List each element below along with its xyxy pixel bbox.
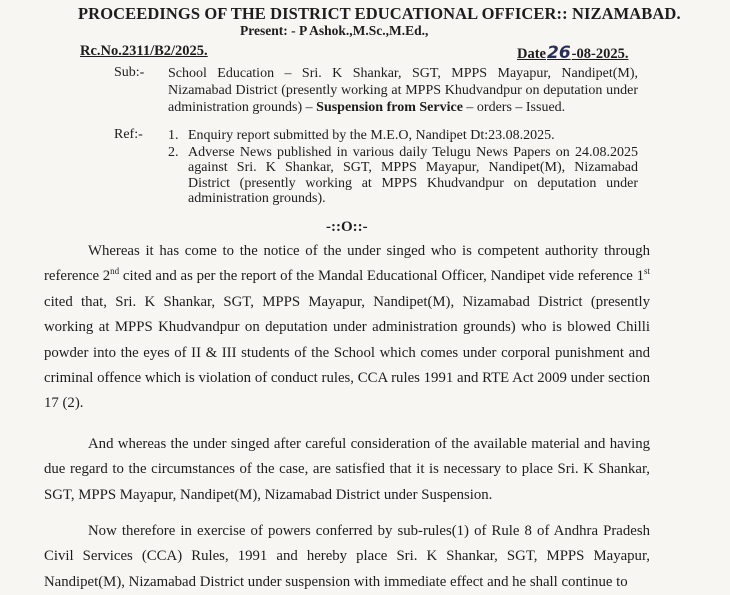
document-date: [517, 43, 628, 63]
reference-text-2: Adverse News published in various daily Telugu News Papers on 24.08.2025 against Sri. K Shankar, SGT, MPPS Mayapur, Nandipet(M), Nizamabad District (presently working at MPPS Khudvandpur on deputation under administration grounds).: [188, 144, 638, 206]
date-day-handwritten: 26: [547, 43, 571, 63]
reference-text-1: Enquiry report submitted by the M.E.O, Nandipet Dt:23.08.2025.: [188, 128, 555, 143]
subject-bold: Suspension from Service: [316, 100, 463, 115]
section-divider: -::O::-: [326, 219, 368, 235]
reference-item: [168, 145, 638, 207]
reference-number-1: 1.: [168, 128, 179, 143]
paragraph-1-part-c: cited that, Sri. K Shankar, SGT, MPPS Mayapur, Nandipet(M), Nizamabad District (presently working at MPPS Khudvandpur on deputation under administration grounds) who is blowed Chilli powder into the eyes of II & III students of the School which comes under corporal punishment and criminal offence which is violation of conduct rules, CCA rules 1991 and RTE Act 2009 under section 17 (2).: [44, 293, 650, 412]
subject-text: [168, 65, 638, 116]
ordinal-superscript: st: [643, 266, 650, 277]
subject-label: Sub:-: [114, 65, 145, 80]
reference-number: Rc.No.2311/B2/2025.: [80, 43, 208, 59]
document-heading: PROCEEDINGS OF THE DISTRICT EDUCATIONAL OFFICER:: NIZAMABAD.: [78, 4, 681, 23]
paragraph-and-whereas: And whereas the under singed after careful consideration of the available material and having due regard to the circumstances of the case, are satisfied that it is necessary to place Sri. K Shankar, SGT, MPPS Mayapur, Nandipet(M), Nizamabad District under Suspension.: [44, 436, 650, 503]
references-list: [168, 128, 638, 208]
subject-tail: – orders – Issued.: [462, 100, 566, 115]
paragraph-1-part-a: Whereas it has come to the notice of the under singed who is competent authority through reference 2: [44, 243, 650, 285]
present-officer: Present: - P Ashok.,M.Sc.,M.Ed.,: [240, 23, 429, 38]
ordinal-superscript: nd: [110, 266, 120, 277]
references-label: Ref:-: [114, 127, 143, 142]
paragraph-whereas: [44, 239, 650, 417]
reference-number-2: 2.: [168, 144, 179, 160]
reference-item: [168, 128, 638, 144]
subject-body: School Education – Sri. K Shankar, SGT, MPPS Mayapur, Nandipet(M), Nizamabad District (presently working at MPPS Khudvandpur on deputation under administration grounds) –: [168, 66, 638, 115]
paragraph-now-therefore: Now therefore in exercise of powers conferred by sub-rules(1) of Rule 8 of Andhra Pradesh Civil Services (CCA) Rules, 1991 and hereby place Sri. K Shankar, SGT, MPPS Mayapur, Nandipet(M), Nizamabad District under suspension with immediate effect and he shall continue to: [44, 523, 650, 590]
date-suffix: -08-2025.: [571, 46, 629, 62]
paragraph-1-part-b: cited and as per the report of the Mandal Educational Officer, Nandipet vide reference 1: [119, 268, 644, 285]
date-prefix: Date: [517, 46, 546, 62]
